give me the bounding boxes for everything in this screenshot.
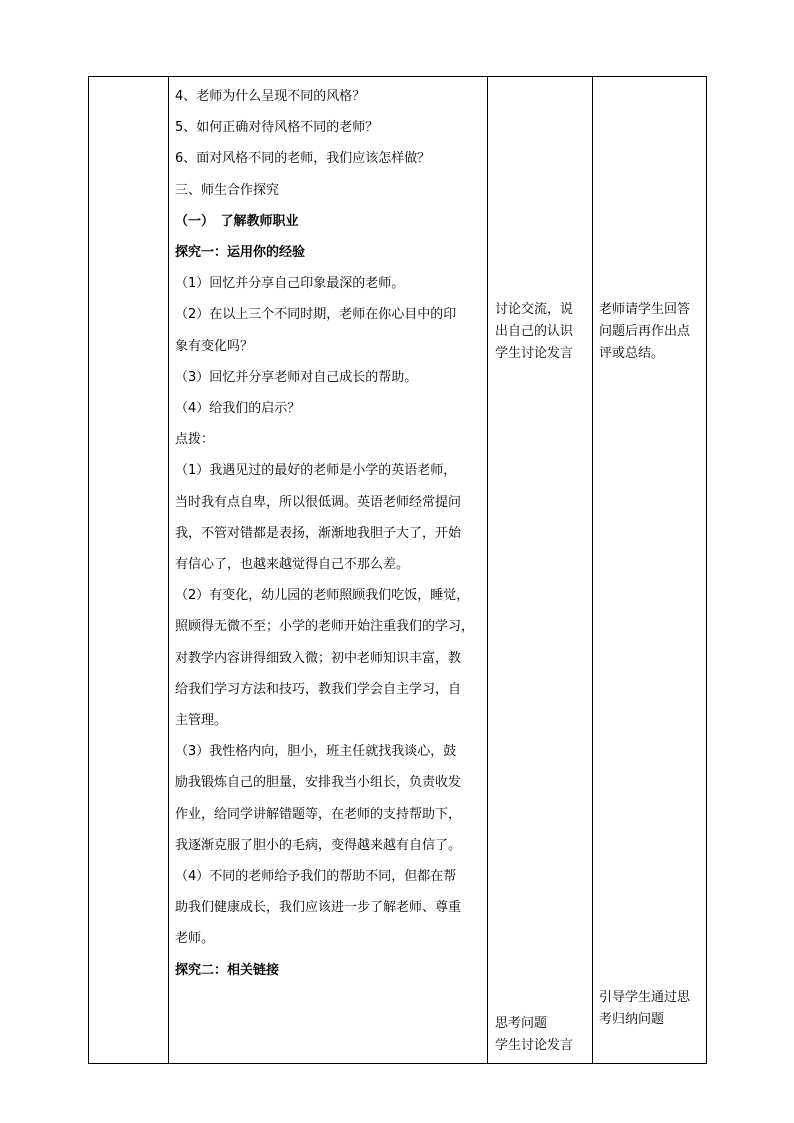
guidance-text: （3）我性格内向，胆小，班主任就找我谈心，鼓 xyxy=(175,744,457,760)
question-5: 5、如何正确对待风格不同的老师？ xyxy=(175,120,379,136)
guidance-text: 助我们健康成长，我们应该进一步了解老师、尊重 xyxy=(175,900,462,916)
guidance-text: 我逐渐克服了胆小的毛病，变得越来越有自信了。 xyxy=(175,837,462,853)
inquiry-item: 象有变化吗？ xyxy=(175,338,254,354)
column-divider-1 xyxy=(168,77,169,1063)
student-activity-2: 思考问题 学生讨论发言 xyxy=(495,1016,574,1053)
teaching-content-cell xyxy=(175,81,485,986)
teacher-activity-1: 老师请学生回答 问题后再作出点 评或总结。 xyxy=(599,302,691,361)
guidance-text: （2）有变化，幼儿园的老师照顾我们吃饭，睡觉， xyxy=(175,588,470,604)
subsection-heading: （一） 了解教师职业 xyxy=(175,213,299,229)
section-heading: 三、师生合作探究 xyxy=(175,182,280,198)
guidance-text: 照顾得无微不至；小学的老师开始注重我们的学习， xyxy=(175,619,475,635)
guidance-label: 点拨： xyxy=(175,432,215,448)
guidance-text: 老师。 xyxy=(175,931,215,947)
guidance-text: 作业，给同学讲解错题等，在老师的支持帮助下， xyxy=(175,806,462,822)
question-6: 6、面对风格不同的老师，我们应该怎样做？ xyxy=(175,151,431,167)
guidance-text: （4）不同的老师给予我们的帮助不同，但都在帮 xyxy=(175,869,457,885)
guidance-text: 有信心了，也越来越觉得自己不那么差。 xyxy=(175,557,410,573)
inquiry-1-heading: 探究一：运用你的经验 xyxy=(175,245,306,261)
column-divider-3 xyxy=(592,77,593,1063)
question-4: 4、老师为什么呈现不同的风格？ xyxy=(175,89,366,104)
guidance-text: 主管理。 xyxy=(175,713,228,729)
column-divider-2 xyxy=(487,77,488,1063)
guidance-text: 当时我有点自卑，所以很低调。英语老师经常提问 xyxy=(175,494,462,510)
teacher-activity-2: 引导学生通过思 考归纳问题 xyxy=(599,990,691,1027)
lesson-table xyxy=(88,76,707,1064)
inquiry-item: （3）回忆并分享老师对自己成长的帮助。 xyxy=(175,369,418,385)
guidance-text: 对教学内容讲得细致入微；初中老师知识丰富，教 xyxy=(175,650,462,666)
guidance-text: 给我们学习方法和技巧，教我们学会自主学习，自 xyxy=(175,681,462,697)
guidance-text: 我，不管对错都是表扬，渐渐地我胆子大了，开始 xyxy=(175,525,462,541)
guidance-text: （1）我遇见过的最好的老师是小学的英语老师， xyxy=(175,463,457,479)
inquiry-2-heading: 探究二：相关链接 xyxy=(175,962,280,978)
inquiry-item: （2）在以上三个不同时期，老师在你心目中的印 xyxy=(175,307,457,323)
guidance-text: 励我锻炼自己的胆量，安排我当小组长，负责收发 xyxy=(175,775,462,791)
inquiry-item: （1）回忆并分享自己印象最深的老师。 xyxy=(175,276,405,292)
student-activity-1: 讨论交流，说 出自己的认识 学生讨论发言 xyxy=(495,302,574,361)
inquiry-item: （4）给我们的启示？ xyxy=(175,401,301,417)
